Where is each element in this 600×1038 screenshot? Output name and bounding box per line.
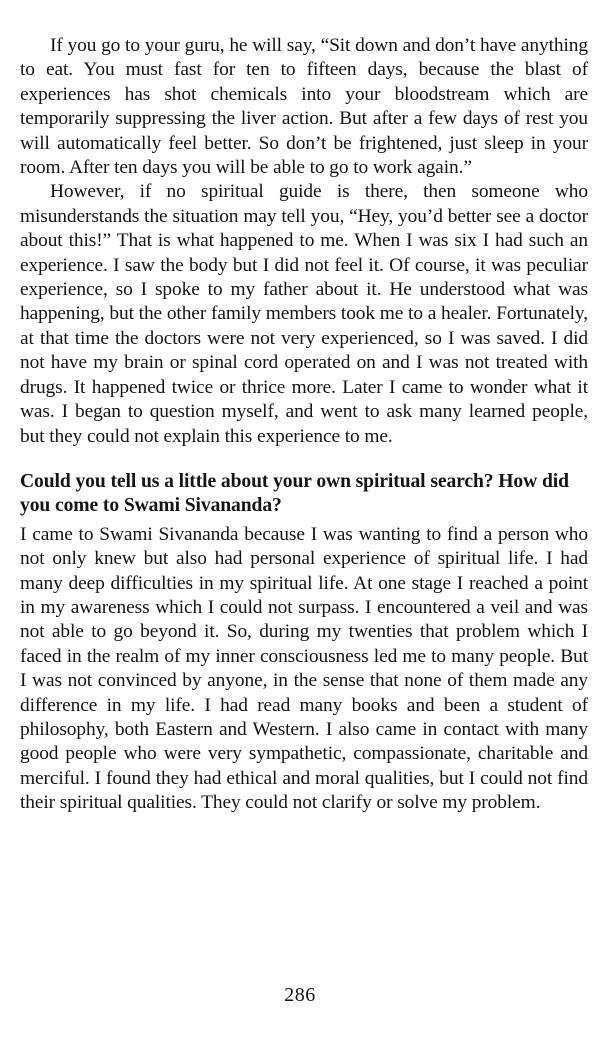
interview-question: Could you tell us a little about your own spiritual search? How did you come to Swami Sivananda? xyxy=(20,470,569,517)
paragraph-guru-advice: If you go to your guru, he will say, “Sit down and don’t have anything to eat. You must fast for ten to fifteen days, because the blast of experiences has shot chemicals into your bloodstream which are temporarily suppressing the liver action. But after a few days of rest you will automatically feel better. So don’t be frightened, just sleep in your room. After ten days you will be able to go to work again.” xyxy=(20,35,588,179)
paragraph-childhood-experience: However, if no spiritual guide is there, then someone who misunderstands the situation may tell you, “Hey, you’d better see a doctor about this!” That is what happened to me. When I was six I had such an experience. I saw the body but I did not feel it. Of course, it was peculiar experience, so I spoke to my father about it. He understood what was happening, but the other family members took me to a healer. Fortunately, at that time the doctors were not very experienced, so I was saved. I did not have my brain or spinal cord operated on and I was not treated with drugs. It happened twice or thrice more. Later I came to wonder what it was. I began to question myself, and went to ask many learned people, but they could not explain this experience to me. xyxy=(20,181,588,447)
page-number: 286 xyxy=(284,984,316,1006)
book-page xyxy=(20,8,588,816)
paragraph-answer: I came to Swami Sivananda because I was wanting to find a person who not only knew but also had personal experience of spiritual life. I had many deep difficulties in my spiritual life. At one stage I reached a point in my awareness which I could not surpass. I encountered a veil and was not able to go beyond it. So, during my twenties that problem which I faced in the realm of my inner consciousness led me to many people. But I was not convinced by anyone, in the sense that none of them made any difference in my life. I had read many books and been a student of philosophy, both Eastern and Western. I also came in contact with many good people who were very sympathetic, compassionate, charitable and merciful. I found they had ethical and moral qualities, but I could not find their spiritual qualities. They could not clarify or solve my problem. xyxy=(20,523,588,814)
